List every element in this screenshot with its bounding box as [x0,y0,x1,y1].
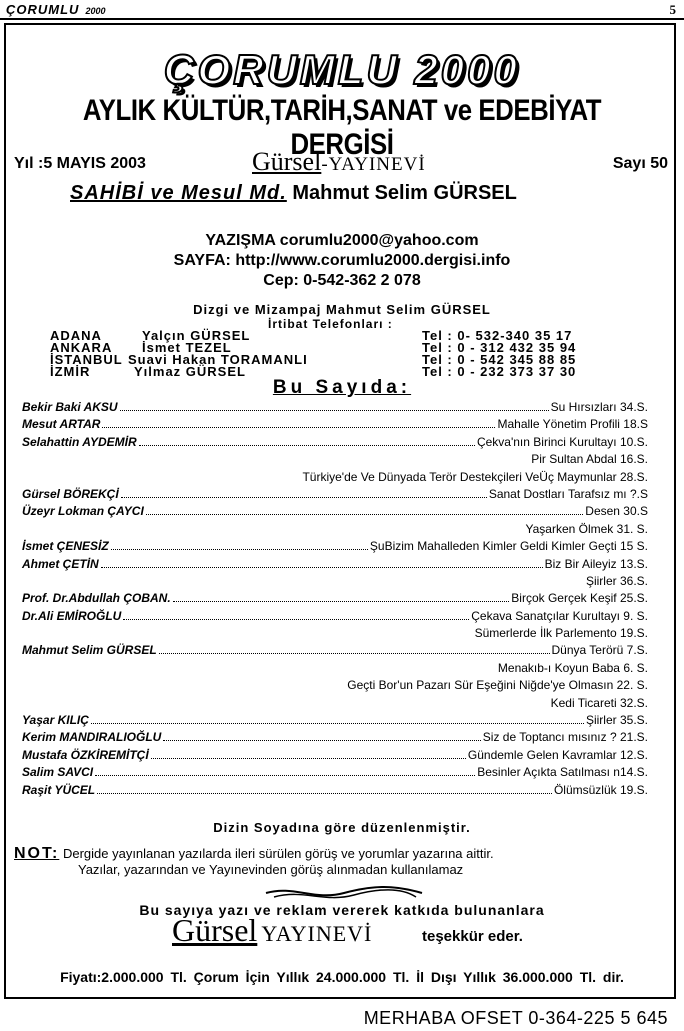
toc-author: Kerim MANDIRALIOĞLU [22,730,162,745]
toc-entry [22,521,648,538]
subscription-prices: Fiyatı:2.000.000 Tl. Çorum İçin Yıllık 24.000.000 Tl. İl Dışı Yıllık 36.000.000 Tl. dir. [60,969,624,985]
toc-author: Mustafa ÖZKİREMİTÇİ [22,747,149,762]
toc-leader-dots [120,399,549,411]
masthead-logo: ÇORUMLU 2000 [164,46,520,93]
toc-title: Biz Bir Aileyiz 13.S. [544,556,648,571]
toc-author: Prof. Dr.Abdullah ÇOBAN. [22,591,171,606]
contact-phones-label: İrtibat Telefonları : [268,317,393,331]
toc-leader-dots [91,712,584,724]
office-city: İZMİR [50,364,91,379]
toc-entry [22,782,648,799]
toc-entry [22,642,648,659]
toc-title: Kedi Ticareti 32.S. [550,695,648,710]
thanks-line1: Bu sayıya yazı ve reklam vererek katkıda bulunanlara [139,902,545,918]
office-name: Yalçın GÜRSEL [142,328,251,343]
toc-leader-dots [102,416,495,428]
header-title: ÇORUMLU [6,2,80,17]
toc-author: Dr.Ali EMİROĞLU [22,608,122,623]
page-number: 5 [669,2,676,17]
toc-entry [22,608,648,625]
office-tel: Tel : 0 - 232 373 37 30 [422,364,577,379]
office-name: İsmet TEZEL [142,340,232,355]
toc-leader-dots [121,486,487,498]
toc-entry [22,747,648,764]
toc-title: Çekava Sanatçılar Kurultayı 9. S. [471,608,648,623]
toc-leader-dots [101,556,543,568]
office-tel: Tel : 0 - 542 345 88 85 [422,352,577,367]
thanks-line2: teşekkür eder. [422,928,523,945]
toc-title: Gündemle Gelen Kavramlar 12.S. [467,747,648,762]
toc-author: Bekir Baki AKSU [22,400,118,414]
toc-entry [22,677,648,694]
toc-author: Yaşar KILIÇ [22,713,89,728]
office-city: ANKARA [50,340,113,355]
notice-line1: Dergide yayınlanan yazılarda ileri sürülen görüş ve yorumlar yazarına aittir. [62,846,494,861]
issue-year-date: Yıl :5 MAYIS 2003 [14,155,146,172]
contact-web: SAYFA: http://www.corumlu2000.dergisi.info [173,252,511,269]
toc-title: Ölümsüzlük 19.S. [553,782,648,797]
toc-title: ŞuBizim Mahalleden Kimler Geldi Kimler Geçti 15 S. [369,539,648,554]
toc-entry [22,695,648,712]
header-magazine-name [6,2,105,17]
toc-leader-dots [163,729,480,741]
header-year: 2000 [85,6,106,16]
toc-leader-dots [159,642,550,654]
toc-entry [22,538,648,555]
toc-title: Besinler Açıkta Satılması n14.S. [477,765,648,780]
toc-title: Su Hırsızları 34.S. [550,400,648,414]
printer-credit: MERHABA OFSET 0-364-225 5 645 [363,1008,668,1028]
toc-entry [22,503,648,520]
toc-title: Pir Sultan Abdal 16.S. [531,452,648,467]
toc-title: Birçok Gerçek Keşif 25.S. [511,591,648,606]
toc-author: Salim SAVCI [22,765,94,780]
contact-email: YAZIŞMA corumlu2000@yahoo.com [205,232,479,249]
contact-phone: Cep: 0-542-362 2 078 [263,272,421,289]
toc-title: Türkiye'de Ve Dünyada Terör Destekçileri VeÜç Maymunlar 28.S. [302,469,648,484]
toc-title: Şiirler 35.S. [585,713,648,728]
toc-heading: Bu Sayıda: [272,377,412,398]
toc-entry [22,469,648,486]
office-name: Yılmaz GÜRSEL [134,364,246,379]
toc-title: Menakıb-ı Koyun Baba 6. S. [497,660,648,675]
thanks-publisher-logo [172,912,372,949]
toc-entry [22,416,648,433]
toc-entry [22,573,648,590]
toc-leader-dots [146,503,583,515]
toc-entry [22,486,648,503]
toc-entry [22,451,648,468]
publisher-brand: Gürsel [252,147,322,176]
notice-label: NOT: [14,845,60,862]
toc-leader-dots [173,590,510,602]
notice [14,846,684,878]
owner-line [70,182,517,205]
toc-author: Mahmut Selim GÜRSEL [22,643,157,658]
toc-entry [22,712,648,729]
office-tel: Tel : 0- 532-340 35 17 [422,328,573,343]
masthead-subtitle: AYLIK KÜLTÜR,TARİH,SANAT ve EDEBİYAT DERGİSİ [82,94,602,161]
toc-entry [22,590,648,607]
toc-title: Şiirler 36.S. [585,573,648,588]
toc-leader-dots [111,538,368,550]
thanks-brand-suffix: YAYINEVİ [261,921,373,946]
toc-author: Mesut ARTAR [22,417,101,432]
toc-author: İsmet ÇENESİZ [22,539,109,554]
toc-title: Dünya Terörü 7.S. [551,643,648,658]
toc-entry [22,399,648,416]
flourish-ornament [264,883,424,903]
toc-entry [22,434,648,451]
toc-entry [22,764,648,781]
toc-leader-dots [97,782,552,794]
office-city: İSTANBUL [50,352,123,367]
notice-line2: Yazılar, yazarından ve Yayınevinden görüş alınmadan kullanılamaz [78,862,464,877]
toc-author: Raşit YÜCEL [22,782,96,797]
toc-sort-note: Dizin Soyadına göre düzenlenmiştir. [213,820,471,835]
toc-title: Yaşarken Ölmek 31. S. [525,521,648,536]
toc-entry [22,729,648,746]
publisher-logo [252,147,426,177]
toc-title: Desen 30.S [585,504,648,519]
table-of-contents [22,399,648,799]
office-name: Suavi Hakan TORAMANLI [128,352,308,367]
layout-credit: Dizgi ve Mizampaj Mahmut Selim GÜRSEL [193,302,491,317]
toc-title: Geçti Bor'un Pazarı Sür Eşeğini Niğde'ye Olmasın 22. S. [347,678,648,693]
toc-entry [22,660,648,677]
header-rule [0,18,684,20]
thanks-brand: Gürsel [172,912,258,948]
toc-title: Siz de Toptancı mısınız ? 21.S. [482,730,648,745]
toc-author: Gürsel BÖREKÇİ [22,486,119,501]
toc-leader-dots [139,434,475,446]
toc-author: Üzeyr Lokman ÇAYCI [22,504,144,519]
office-tel: Tel : 0 - 312 432 35 94 [422,340,577,355]
toc-entry [22,625,648,642]
toc-title: Sanat Dostları Tarafsız mı ?.S [488,486,648,501]
toc-author: Ahmet ÇETİN [22,556,99,571]
publisher-suffix: -YAYINEVİ [321,154,426,175]
toc-title: Sümerlerde İlk Parlemento 19.S. [474,626,648,641]
issue-number: Sayı 50 [612,155,668,172]
toc-leader-dots [123,608,469,620]
toc-entry [22,556,648,573]
toc-leader-dots [95,764,475,776]
toc-author: Selahattin AYDEMİR [22,434,137,449]
toc-leader-dots [151,747,466,759]
owner-label: SAHİBİ ve Mesul Md. [70,182,287,204]
owner-name: Mahmut Selim GÜRSEL [292,182,517,204]
toc-title: Çekva'nın Birinci Kurultayı 10.S. [476,434,648,449]
toc-title: Mahalle Yönetim Profili 18.S [497,417,648,432]
office-city: ADANA [50,328,102,343]
